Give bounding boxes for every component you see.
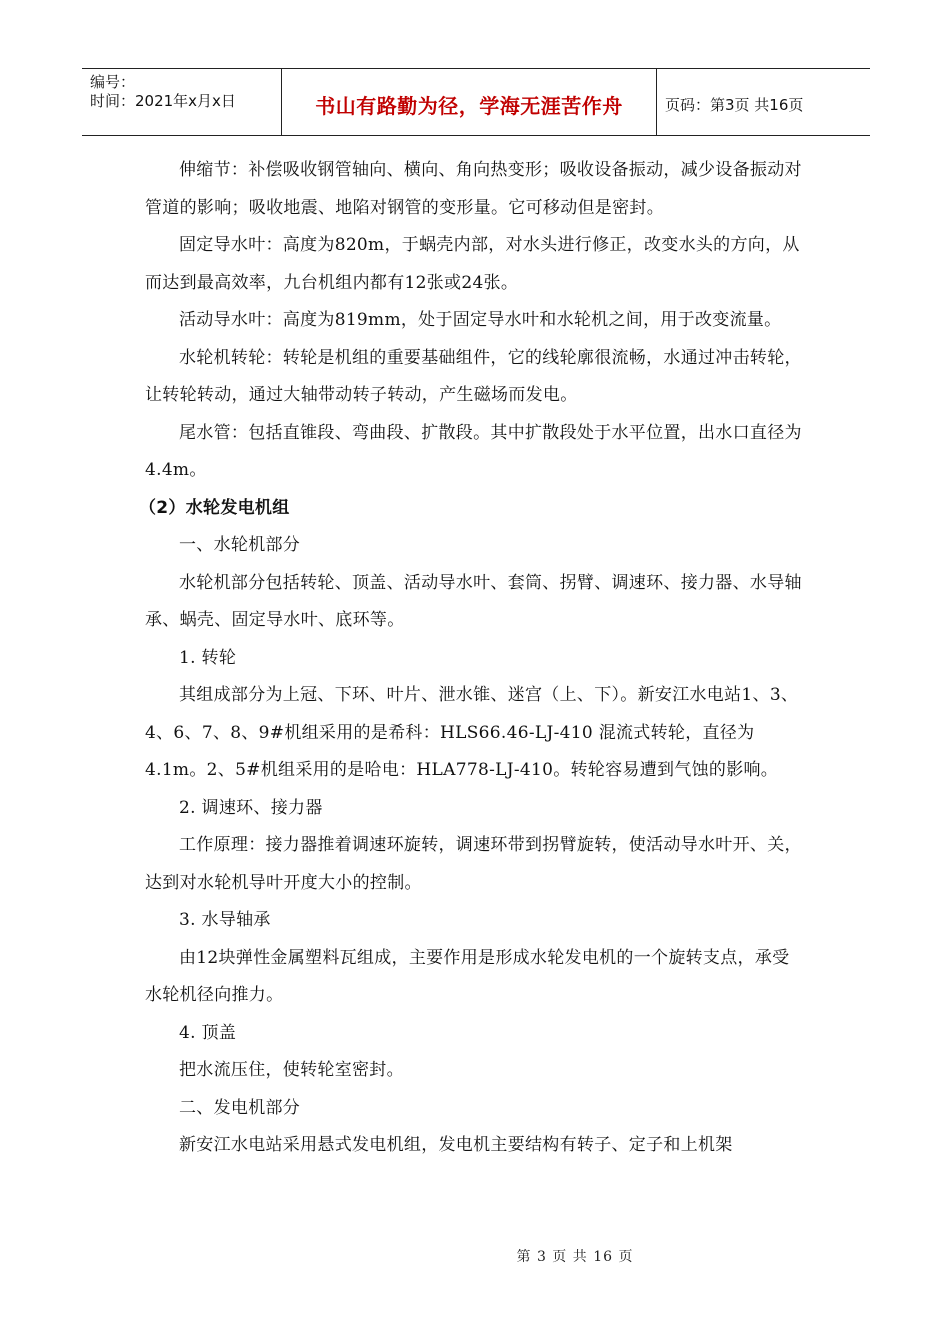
time-label: 时间：2021年x月x日 [90, 92, 236, 110]
header-left-cell [82, 69, 282, 135]
paragraph: 尾水管：包括直锥段、弯曲段、扩散段。其中扩散段处于水平位置，出水口直径为4.4m。 [145, 422, 802, 480]
section-heading: （2）水轮发电机组 [139, 497, 290, 518]
paragraph: 新安江水电站采用悬式发电机组，发电机主要结构有转子、定子和上机架 [179, 1135, 733, 1155]
page-header [82, 68, 870, 136]
paragraph: 2. 调速环、接力器 [179, 797, 323, 818]
header-motto: 书山有路勤为径，学海无涯苦作舟 [282, 69, 657, 135]
paragraph: 水轮机转轮：转轮是机组的重要基础组件，它的线轮廓很流畅，水通过冲击转轮，让转轮转动，通过大轴带动转子转动，产生磁场而发电。 [145, 347, 802, 405]
document-body [139, 152, 805, 1165]
paragraph: 二、发电机部分 [179, 1097, 301, 1118]
paragraph: 把水流压住，使转轮室密封。 [179, 1060, 404, 1080]
page-footer [0, 1246, 950, 1266]
code-label: 编号： [90, 73, 136, 91]
paragraph: 3. 水导轴承 [179, 910, 271, 930]
paragraph: 伸缩节：补偿吸收钢管轴向、横向、角向热变形；吸收设备振动，减少设备振动对管道的影响；吸收地震、地陷对钢管的变形量。它可移动但是密封。 [145, 160, 802, 218]
paragraph: 4. 顶盖 [179, 1022, 237, 1043]
paragraph: 一、水轮机部分 [179, 535, 301, 555]
paragraph: 由12块弹性金属塑料瓦组成，主要作用是形成水轮发电机的一个旋转支点，承受水轮机径向推力。 [145, 947, 790, 1005]
paragraph: 工作原理：接力器推着调速环旋转，调速环带到拐臂旋转，使活动导水叶开、关，达到对水轮机导叶开度大小的控制。 [145, 835, 802, 893]
paragraph: 固定导水叶：高度为820m，于蜗壳内部，对水头进行修正，改变水头的方向，从而达到最高效率，九台机组内都有12张或24张。 [145, 235, 800, 293]
paragraph: 其组成部分为上冠、下环、叶片、泄水锥、迷宫（上、下）。新安江水电站1、3、4、6、7、8、9#机组采用的是希科：HLS66.46-LJ-410 混流式转轮，直径为4.1m。2、5#机组采用的是哈电：HLA778-LJ-410。转轮容易遭到气蚀的影响。 [145, 685, 799, 780]
header-page-info: 页码：第3页 共16页 [665, 95, 804, 114]
paragraph: 水轮机部分包括转轮、顶盖、活动导水叶、套筒、拐臂、调速环、接力器、水导轴承、蜗壳、固定导水叶、底环等。 [145, 572, 802, 630]
footer-page-number: 第 3 页 共 16 页 [516, 1249, 634, 1265]
paragraph: 1. 转轮 [179, 647, 237, 668]
paragraph: 活动导水叶：高度为819mm，处于固定导水叶和水轮机之间，用于改变流量。 [179, 310, 782, 330]
